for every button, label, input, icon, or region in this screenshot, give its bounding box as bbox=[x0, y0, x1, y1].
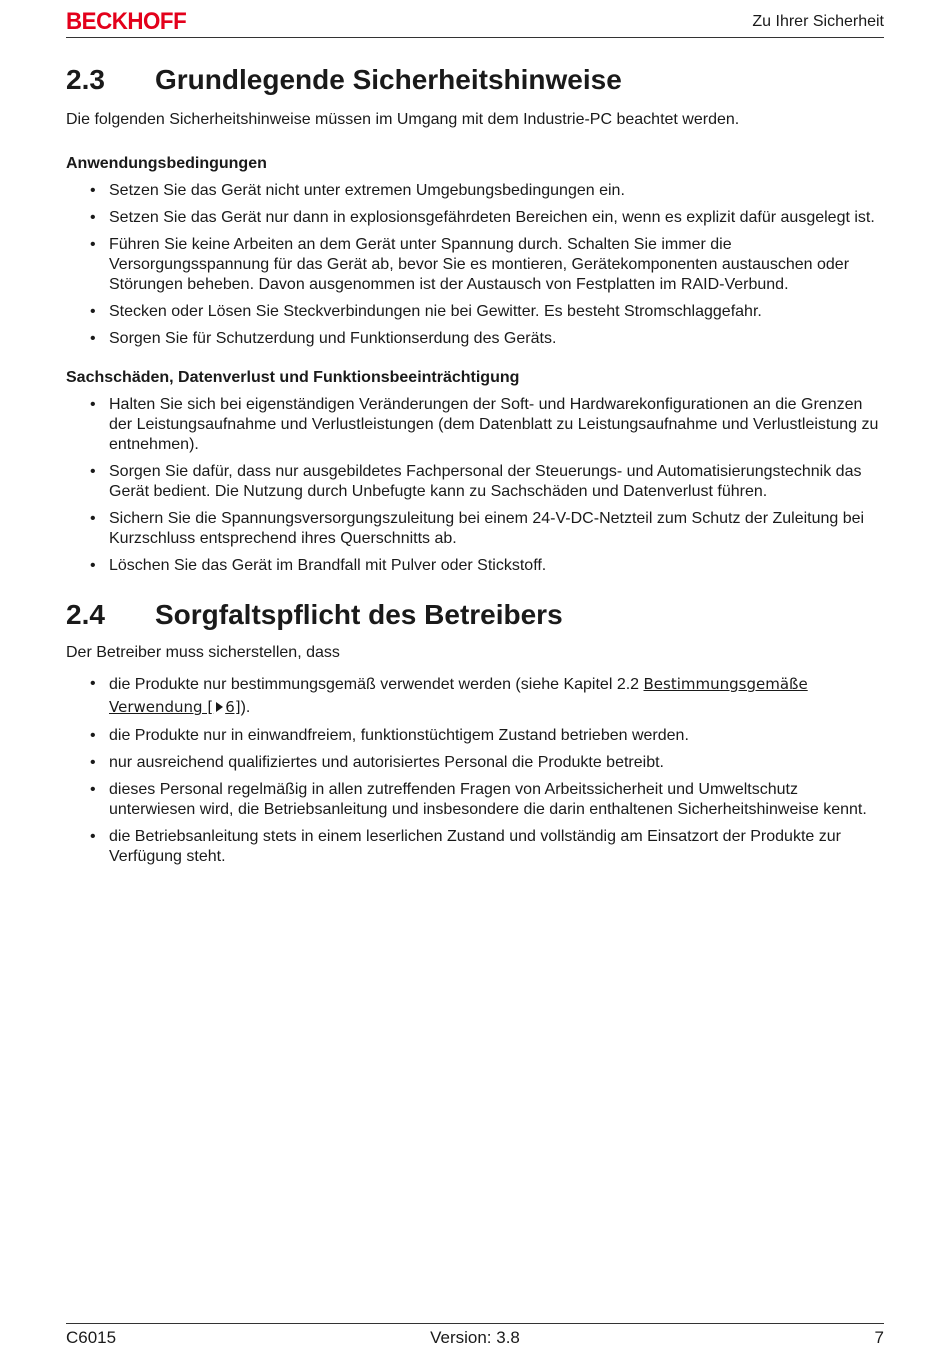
footer-page-number: 7 bbox=[874, 1328, 885, 1347]
section-heading-2-4 bbox=[66, 597, 884, 633]
section-2-4 bbox=[66, 597, 884, 867]
list-item bbox=[66, 235, 884, 295]
list-item bbox=[66, 462, 884, 502]
bullet-list-anwendungsbedingungen bbox=[66, 181, 884, 349]
bullet-marker: • bbox=[90, 675, 96, 692]
bullet-marker: • bbox=[90, 828, 96, 845]
bullet-marker: • bbox=[90, 330, 96, 347]
bullet-list-betreiber bbox=[66, 673, 884, 867]
section-number: 2.3 bbox=[66, 64, 105, 95]
list-item-text: Führen Sie keine Arbeiten an dem Gerät unter Spannung durch. Schalten Sie immer die Versorgungsspannung für das Gerät ab, bevor Sie es montieren, Gerätekomponenten austauschen oder Störungen beheben. Davon ausgenommen ist der Austausch von Festplatten im RAID-Verbund. bbox=[109, 236, 850, 293]
list-item bbox=[66, 726, 884, 746]
bullet-marker: • bbox=[90, 781, 96, 798]
section-2-3 bbox=[66, 62, 884, 576]
list-item-text: dieses Personal regelmäßig in allen zutreffenden Fragen von Arbeitssicherheit und Umweltschutz unterwiesen wird, die Betriebsanleitung und insbesondere die darin enthaltenen Sicherheitshinweise kennt. bbox=[109, 781, 867, 818]
list-item bbox=[66, 208, 884, 228]
section-intro: Der Betreiber muss sicherstellen, dass bbox=[66, 644, 340, 661]
list-item bbox=[66, 780, 884, 820]
section-heading-2-3 bbox=[66, 62, 884, 98]
bullet-marker: • bbox=[90, 303, 96, 320]
list-item-text: Löschen Sie das Gerät im Brandfall mit Pulver oder Stickstoff. bbox=[109, 557, 547, 574]
bullet-marker: • bbox=[90, 182, 96, 199]
list-item bbox=[66, 395, 884, 455]
list-item-text: die Produkte nur bestimmungsgemäß verwendet werden (siehe Kapitel 2.2 bbox=[109, 676, 644, 693]
list-item-text: nur ausreichend qualifiziertes und autorisiertes Personal die Produkte betreibt. bbox=[109, 754, 664, 771]
list-item bbox=[66, 556, 884, 576]
list-item bbox=[66, 753, 884, 773]
header-section-title: Zu Ihrer Sicherheit bbox=[752, 13, 884, 30]
subheading-sachschaeden: Sachschäden, Datenverlust und Funktionsbeeinträchtigung bbox=[66, 369, 520, 386]
header-divider bbox=[66, 37, 884, 38]
list-item-text-suffix: ). bbox=[240, 699, 251, 716]
list-item-text: Halten Sie sich bei eigenständigen Veränderungen der Soft- und Hardwarekonfigurationen an die Grenzen der Leistungsaufnahme und Verlustleistungen (dem Datenblatt zu Leistungsaufnahme und Verlustleistung zu entnehmen). bbox=[109, 396, 879, 453]
bullet-marker: • bbox=[90, 463, 96, 480]
link-text: Bestimmungsgemäße Verwendung [ bbox=[109, 675, 808, 716]
list-item-text: Sorgen Sie dafür, dass nur ausgebildetes Fachpersonal der Steuerungs- und Automatisierungstechnik das Gerät bedient. Die Nutzung durch Unbefugte kann zu Sachschäden und Datenverlust führen. bbox=[109, 463, 862, 500]
section-intro: Die folgenden Sicherheitshinweise müssen im Umgang mit dem Industrie-PC beachtet werden. bbox=[66, 111, 740, 128]
section-number: 2.4 bbox=[66, 599, 105, 630]
list-item bbox=[66, 329, 884, 349]
footer-version: Version: 3.8 bbox=[430, 1328, 520, 1347]
bullet-marker: • bbox=[90, 209, 96, 226]
list-item bbox=[66, 673, 884, 719]
list-item-text: Sorgen Sie für Schutzerdung und Funktionserdung des Geräts. bbox=[109, 330, 557, 347]
page-footer bbox=[66, 1328, 884, 1348]
list-item-text: die Betriebsanleitung stets in einem leserlichen Zustand und vollständig am Einsatzort der Produkte zur Verfügung steht. bbox=[109, 828, 841, 865]
list-item-text: die Produkte nur in einwandfreiem, funktionstüchtigem Zustand betrieben werden. bbox=[109, 727, 689, 744]
link-page: 6] bbox=[225, 698, 241, 716]
footer-product: C6015 bbox=[66, 1328, 117, 1347]
list-item bbox=[66, 509, 884, 549]
bullet-list-sachschaeden bbox=[66, 395, 884, 576]
bullet-marker: • bbox=[90, 510, 96, 527]
beckhoff-logo: BECKHOFF bbox=[66, 8, 187, 35]
list-item-text: Stecken oder Lösen Sie Steckverbindungen nie bei Gewitter. Es besteht Stromschlaggefahr. bbox=[109, 303, 762, 320]
subheading-anwendungsbedingungen: Anwendungsbedingungen bbox=[66, 155, 267, 172]
list-item-text: Sichern Sie die Spannungsversorgungszuleitung bei einem 24-V-DC-Netzteil zum Schutz der Zuleitung bei Kurzschluss entsprechend ihres Querschnitts ab. bbox=[109, 510, 865, 547]
bullet-marker: • bbox=[90, 396, 96, 413]
page-content bbox=[66, 62, 884, 874]
list-item-text: Setzen Sie das Gerät nicht unter extremen Umgebungsbedingungen ein. bbox=[109, 182, 625, 199]
list-item-text: Setzen Sie das Gerät nur dann in explosionsgefährdeten Bereichen ein, wenn es explizit dafür ausgelegt ist. bbox=[109, 209, 875, 226]
list-item bbox=[66, 181, 884, 201]
bullet-marker: • bbox=[90, 557, 96, 574]
bullet-marker: • bbox=[90, 727, 96, 744]
page-reference-arrow-icon bbox=[216, 702, 223, 712]
section-title: Sorgfaltspflicht des Betreibers bbox=[155, 599, 563, 630]
section-title: Grundlegende Sicherheitshinweise bbox=[155, 64, 622, 95]
list-item bbox=[66, 302, 884, 322]
footer-divider bbox=[66, 1323, 884, 1324]
bullet-marker: • bbox=[90, 754, 96, 771]
bullet-marker: • bbox=[90, 236, 96, 253]
list-item bbox=[66, 827, 884, 867]
